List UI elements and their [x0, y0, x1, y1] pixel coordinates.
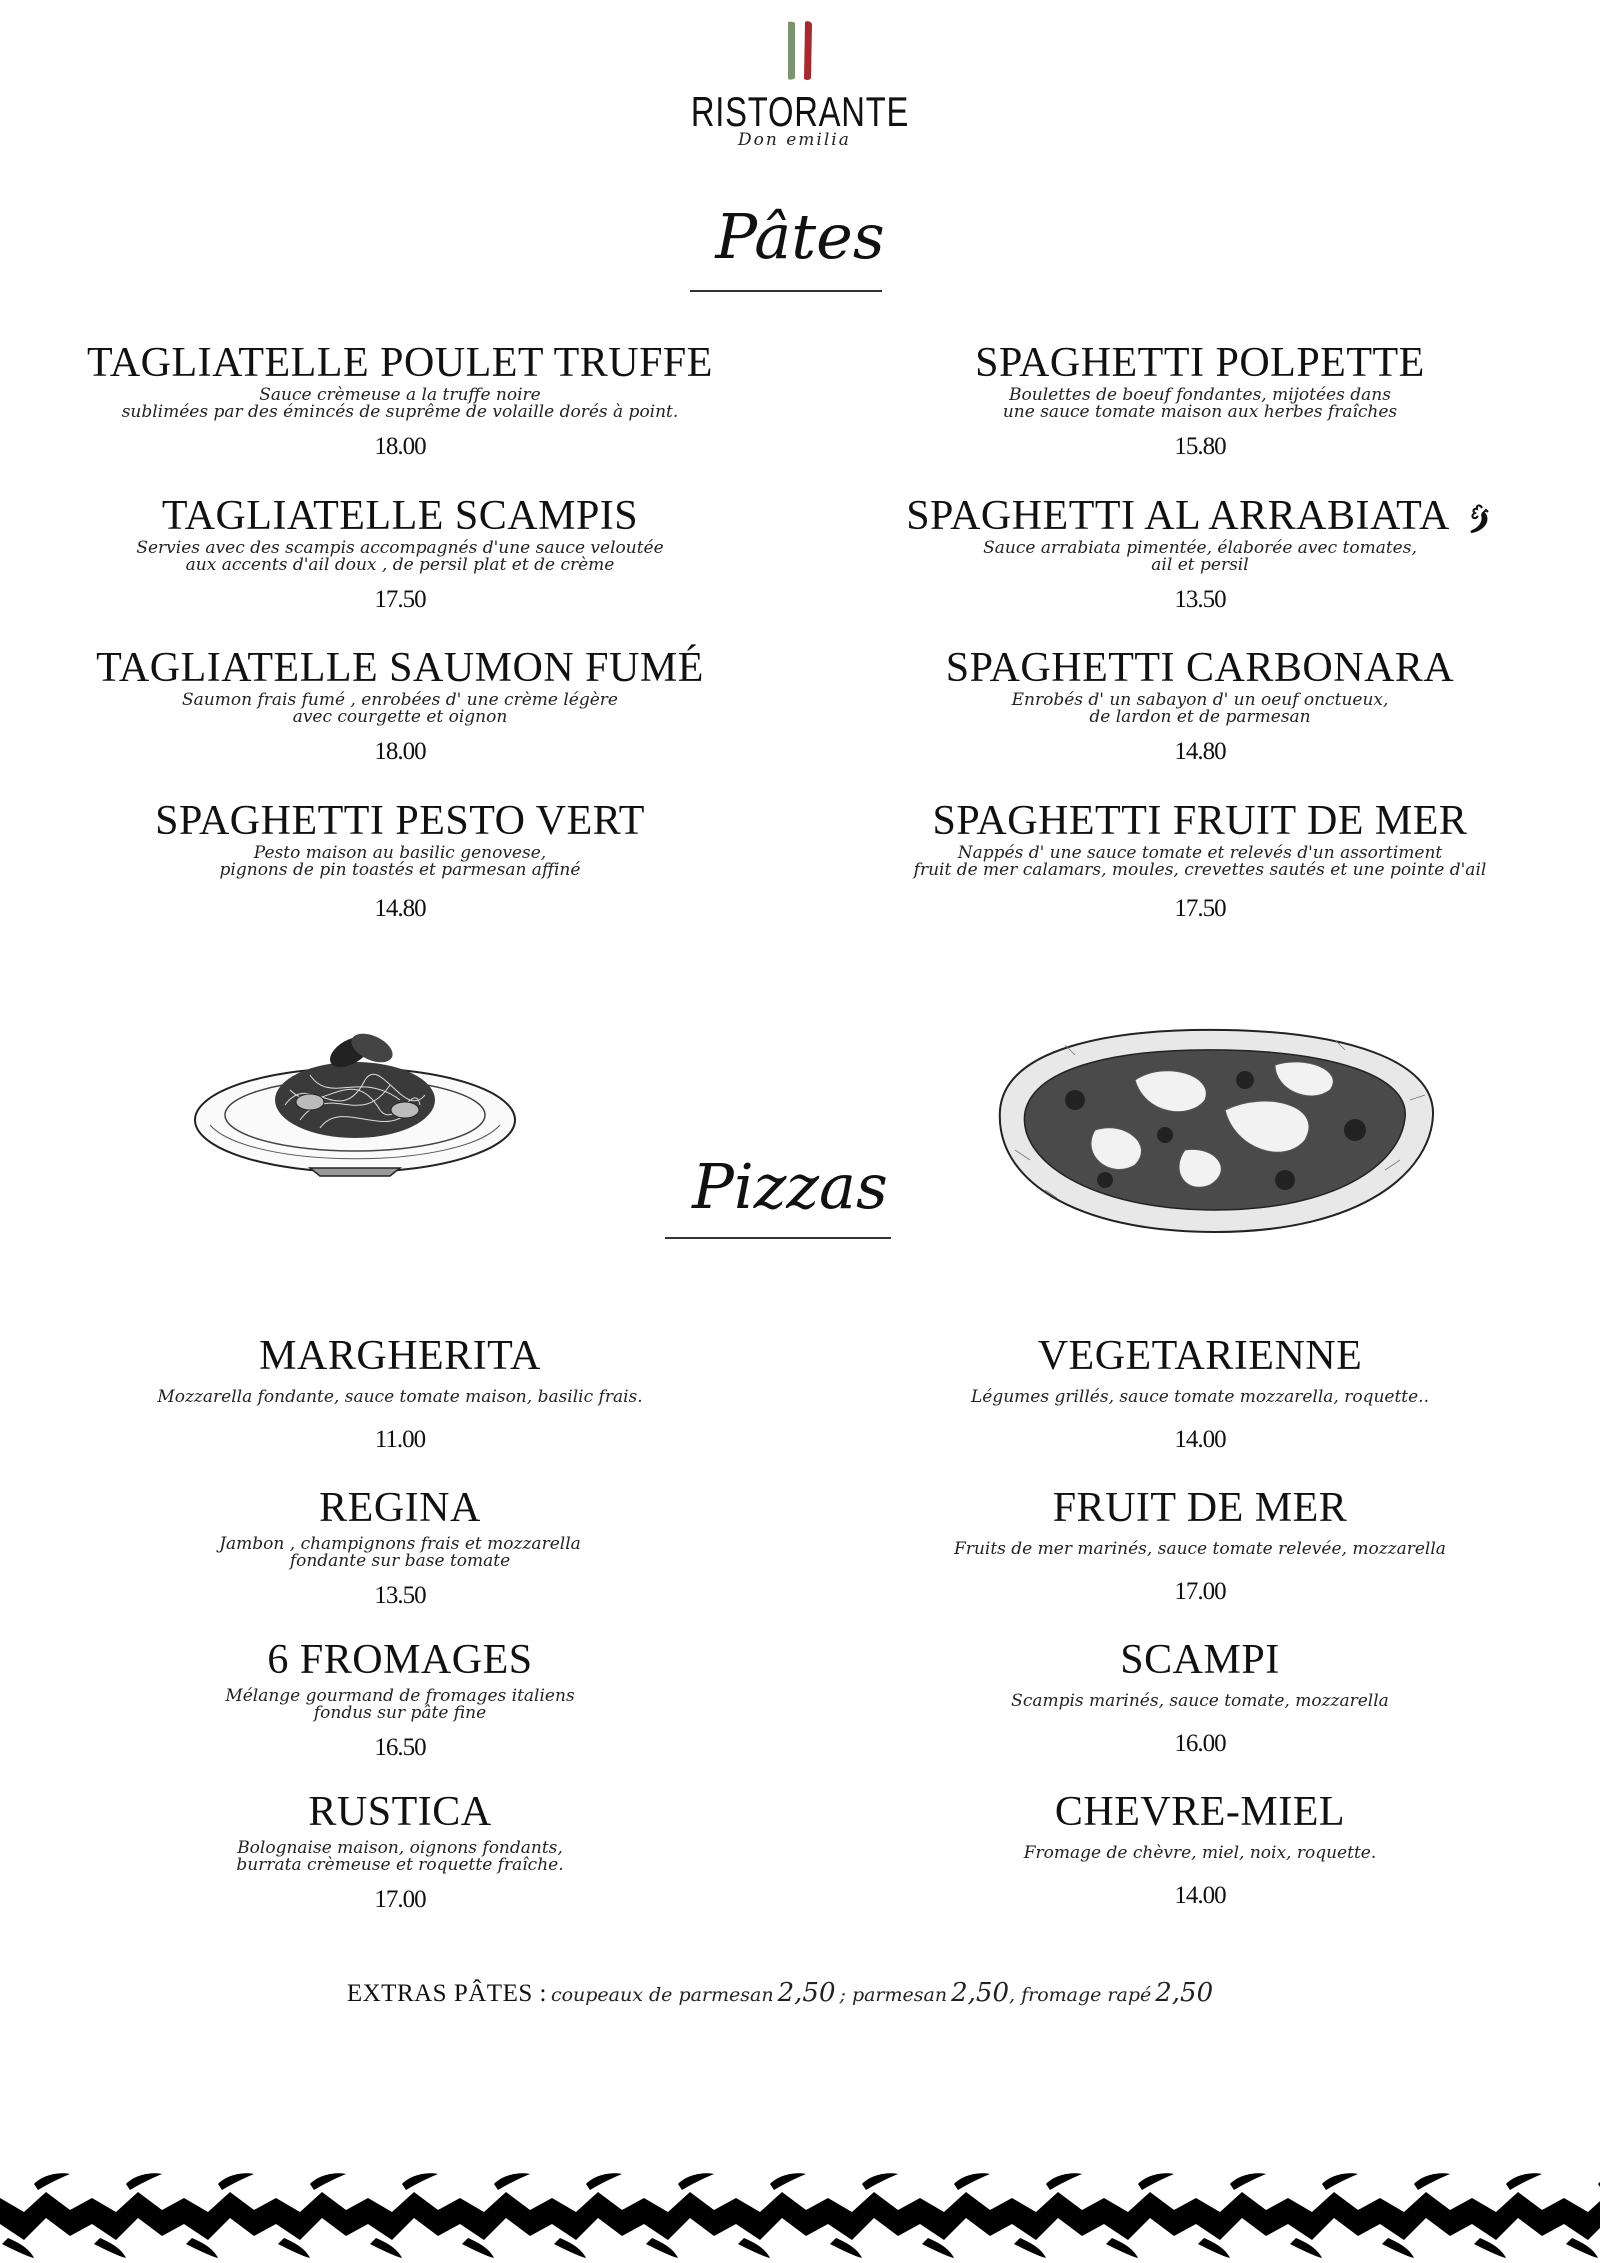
menu-item — [840, 493, 1560, 613]
item-name: CHEVRE-MIEL — [1054, 1789, 1346, 1835]
extras-line — [300, 1978, 1260, 2008]
item-description: Saumon frais fumé , enrobées d' une crème légère — [182, 690, 618, 710]
menu-item — [40, 645, 760, 765]
item-description: pignons de pin toastés et parmesan affiné — [219, 860, 581, 880]
item-price: 17.00 — [1174, 1578, 1226, 1605]
extras-price: 2,50 — [1155, 1978, 1214, 2008]
menu-item — [840, 798, 1560, 922]
menu-item — [40, 1333, 760, 1453]
menu-item — [40, 493, 760, 613]
menu-item — [840, 1789, 1560, 1909]
section-divider — [690, 290, 882, 292]
item-name-text: SPAGHETTI AL ARRABIATA — [906, 493, 1450, 539]
item-description: Sauce crèmeuse a la truffe noire — [259, 385, 541, 405]
item-price: 11.00 — [374, 1426, 426, 1453]
item-description: Nappés d' une sauce tomate et relevés d'un assortiment — [957, 843, 1443, 863]
item-description: de lardon et de parmesan — [1089, 707, 1311, 727]
menu-item — [840, 340, 1560, 460]
item-price: 13.50 — [1174, 586, 1226, 613]
section-title-pizza: Pizzas — [692, 1150, 888, 1223]
item-name: SCAMPI — [1120, 1637, 1280, 1683]
item-name: SPAGHETTI POLPETTE — [975, 340, 1425, 386]
restaurant-name: RISTORANTE — [690, 88, 910, 135]
extras-separator: ; — [839, 1984, 852, 2006]
item-description: sublimées par des émincés de suprême de volaille dorés à point. — [121, 402, 679, 422]
item-name: SPAGHETTI CARBONARA — [945, 645, 1455, 691]
item-price: 16.50 — [374, 1734, 426, 1761]
item-description: fondus sur pâte fine — [313, 1703, 487, 1723]
item-description: Fromage de chèvre, miel, noix, roquette. — [1023, 1843, 1377, 1863]
menu-item — [840, 645, 1560, 765]
extras-item: parmesan — [851, 1984, 948, 2006]
spaghetti-plate-illustration — [190, 1010, 520, 1180]
menu-item — [40, 1789, 760, 1913]
item-price: 17.50 — [374, 586, 426, 613]
menu-item — [840, 1333, 1560, 1453]
restaurant-logo — [650, 0, 950, 180]
item-description: une sauce tomate maison aux herbes fraîches — [1002, 402, 1398, 422]
item-price: 14.00 — [1174, 1426, 1226, 1453]
item-description: aux accents d'ail doux , de persil plat et de crème — [185, 555, 615, 575]
item-description: Boulettes de boeuf fondantes, mijotées dans — [1009, 385, 1391, 405]
item-name: REGINA — [319, 1485, 481, 1531]
decorative-wave-border — [0, 2170, 1600, 2263]
item-price: 13.50 — [374, 1582, 426, 1609]
menu-item — [40, 1485, 760, 1609]
item-name: TAGLIATELLE POULET TRUFFE — [87, 340, 713, 386]
item-price: 14.80 — [374, 895, 426, 922]
item-name: TAGLIATELLE SAUMON FUMÉ — [96, 645, 704, 691]
item-description: Servies avec des scampis accompagnés d'une sauce veloutée — [136, 538, 664, 558]
extras-item: coupeaux de parmesan — [550, 1984, 774, 2006]
item-name: 6 FROMAGES — [267, 1637, 533, 1683]
chili-pepper-icon — [1460, 502, 1494, 536]
extras-item: fromage rapé — [1021, 1984, 1152, 2006]
italian-flag-icon — [785, 20, 815, 82]
menu-item — [840, 1485, 1560, 1605]
item-name: SPAGHETTI FRUIT DE MER — [932, 798, 1468, 844]
item-price: 18.00 — [374, 433, 426, 460]
item-name — [840, 493, 1560, 539]
item-description: Pesto maison au basilic genovese, — [253, 843, 547, 863]
item-description: Mozzarella fondante, sauce tomate maison, basilic frais. — [157, 1387, 643, 1407]
item-price: 14.00 — [1174, 1882, 1226, 1909]
pizza-illustration — [985, 1020, 1445, 1240]
item-name: VEGETARIENNE — [1037, 1333, 1363, 1379]
restaurant-subtitle: Don emilia — [738, 130, 851, 150]
item-description: avec courgette et oignon — [292, 707, 508, 727]
item-description: Enrobés d' un sabayon d' un oeuf onctueux, — [1011, 690, 1389, 710]
item-name: MARGHERITA — [259, 1333, 541, 1379]
extras-label: EXTRAS PÂTES : — [346, 1980, 547, 2007]
section-title-pasta: Pâtes — [715, 200, 885, 273]
extras-price: 2,50 — [951, 1978, 1009, 2008]
item-description: Mélange gourmand de fromages italiens — [225, 1686, 575, 1706]
item-description: Jambon , champignons frais et mozzarella — [219, 1534, 581, 1554]
item-price: 14.80 — [1174, 738, 1226, 765]
menu-item — [40, 1637, 760, 1761]
item-name: SPAGHETTI PESTO VERT — [155, 798, 645, 844]
item-description: Bolognaise maison, oignons fondants, — [237, 1838, 563, 1858]
item-description: Sauce arrabiata pimentée, élaborée avec tomates, — [983, 538, 1417, 558]
item-price: 17.50 — [1174, 895, 1226, 922]
item-name: FRUIT DE MER — [1052, 1485, 1348, 1531]
item-price: 18.00 — [374, 738, 426, 765]
menu-item — [840, 1637, 1560, 1757]
section-divider — [665, 1237, 891, 1239]
item-description: ail et persil — [1151, 555, 1249, 575]
menu-item — [40, 798, 760, 922]
menu-item — [40, 340, 760, 460]
item-description: fondante sur base tomate — [289, 1551, 511, 1571]
item-description: Scampis marinés, sauce tomate, mozzarella — [1011, 1691, 1389, 1711]
extras-price: 2,50 — [777, 1978, 836, 2008]
item-name: TAGLIATELLE SCAMPIS — [161, 493, 639, 539]
item-price: 16.00 — [1174, 1730, 1226, 1757]
extras-separator: , — [1008, 1984, 1022, 2006]
item-price: 17.00 — [374, 1886, 426, 1913]
item-description: Fruits de mer marinés, sauce tomate relevée, mozzarella — [954, 1539, 1446, 1559]
item-price: 15.80 — [1174, 433, 1226, 460]
item-description: Légumes grillés, sauce tomate mozzarella, roquette.. — [970, 1387, 1429, 1407]
item-description: burrata crèmeuse et roquette fraîche. — [236, 1855, 564, 1875]
item-description: fruit de mer calamars, moules, crevettes sautés et une pointe d'ail — [913, 860, 1487, 880]
item-name: RUSTICA — [308, 1789, 492, 1835]
